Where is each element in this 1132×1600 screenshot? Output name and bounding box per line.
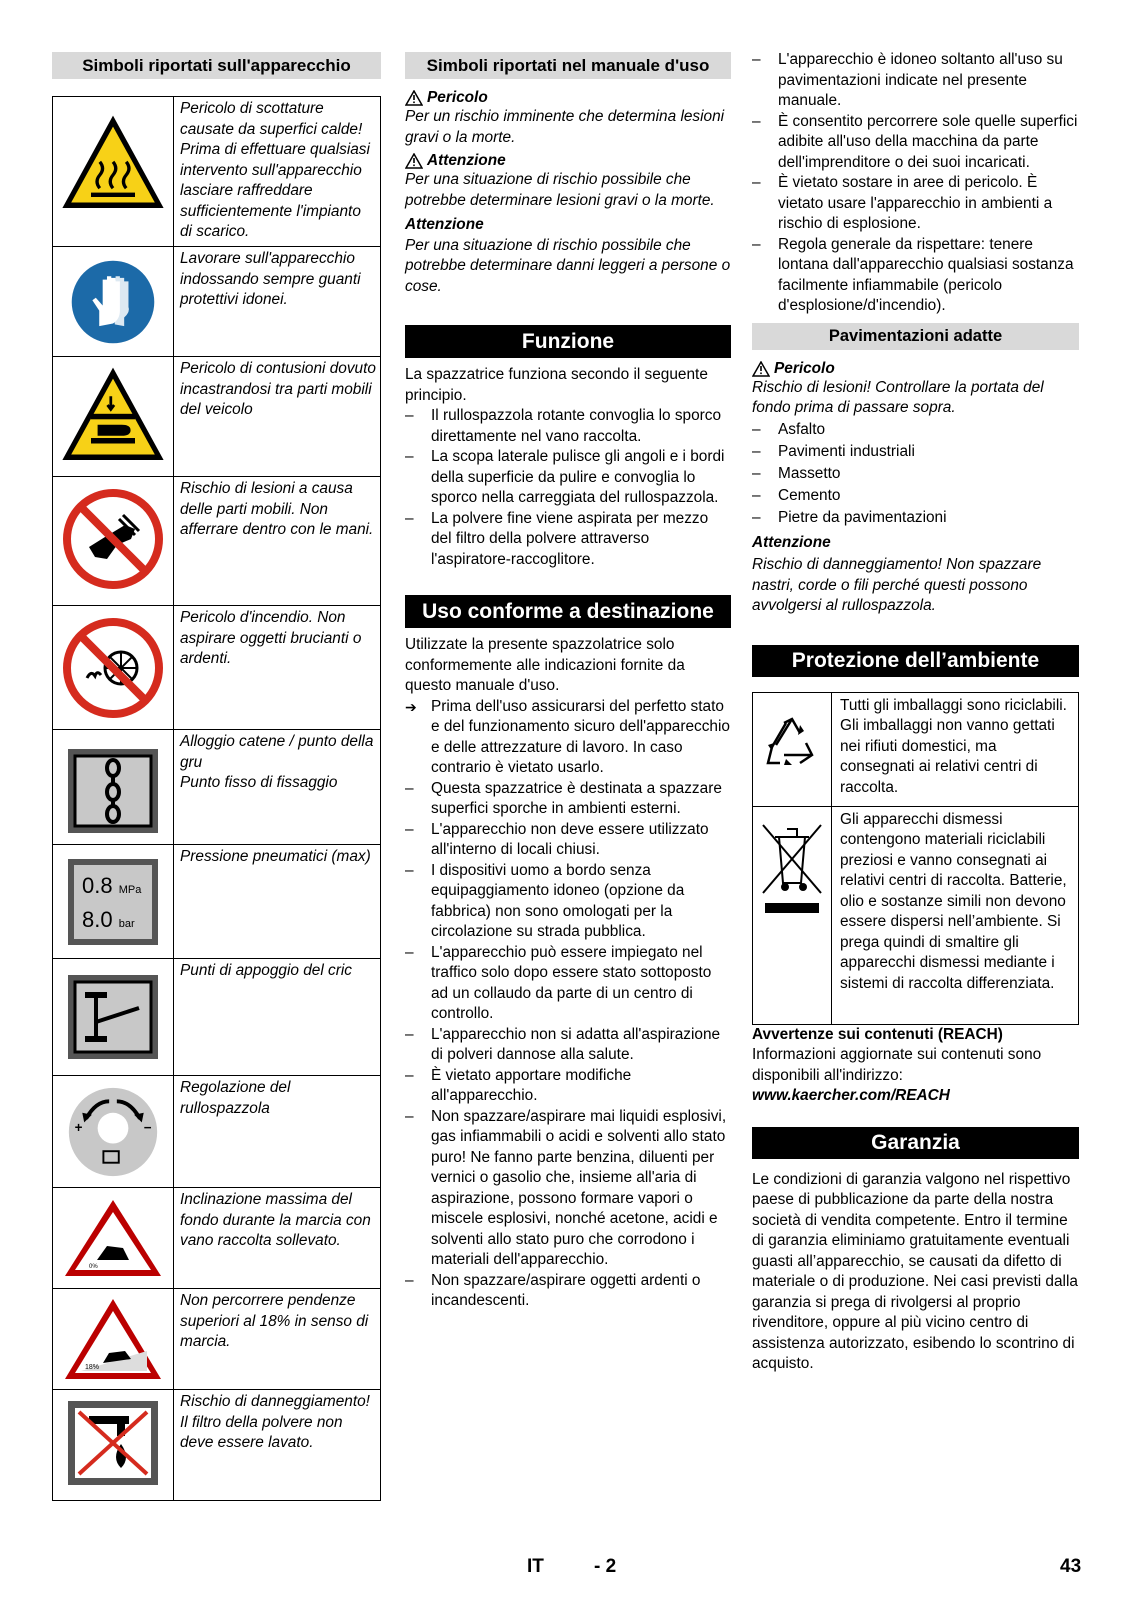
pericolo-label: Pericolo — [427, 89, 488, 106]
warning-triangle-icon — [752, 361, 770, 377]
section-heading-ambiente: Protezione dell’ambiente — [752, 645, 1079, 677]
list-item: ➔ Prima dell'uso assicurarsi del perfetto stato e del funzionamento sicuro dell'apparecchio e delle attrezzature di lavoro. In caso contrario è vietato usarlo. — [405, 697, 731, 779]
pericolo-text: Per un rischio imminente che determina lesioni gravi o la morte. — [405, 108, 725, 146]
symbol-row — [53, 959, 381, 1076]
symbol-row — [53, 477, 381, 606]
symbol-text-2: Il filtro della polvere non deve essere lavato. — [180, 1413, 343, 1451]
symbol-text: Pericolo di contusioni dovuto incastrandosi tra parti mobili del veicolo — [174, 357, 381, 477]
list-item: – L'apparecchio è idoneo soltanto all'uso su pavimentazioni indicate nel presente manuale. — [752, 50, 1079, 112]
symbol-text: Pressione pneumatici (max) — [174, 845, 381, 959]
symbol-row — [53, 1289, 381, 1390]
no-reaching-in-icon — [63, 489, 163, 589]
symbol-row — [53, 1076, 381, 1188]
list-item: – L'apparecchio non si adatta all'aspirazione di polveri dannose alla salute. — [405, 1025, 731, 1066]
svg-text:−: − — [143, 1120, 152, 1135]
list-item: – È vietato sostare in aree di pericolo. È vietato usare l'apparecchio in ambienti a rischio di esplosione. — [752, 173, 1079, 235]
symbol-text: Non percorrere pendenze superiori al 18% in senso di marcia. — [174, 1289, 381, 1390]
list-item: – Non spazzare/aspirare mai liquidi esplosivi, gas infiammabili o acidi e solventi allo stato puro! Ne fanno parte benzina, diluenti per vernici o gasolio che, insieme all'aria di aspirazione, possono formare vapori o miscele esplosivi, nonché acetone, acidi e solventi allo stato puro che corrodono i materiali dell'apparecchio. — [405, 1107, 731, 1271]
environment-row — [753, 692, 1079, 806]
list-item: – La polvere fine viene aspirata per mezzo del filtro della polvere attraverso l'aspiratore-raccoglitore. — [405, 509, 731, 571]
attenzione-label: Attenzione — [427, 152, 506, 169]
list-item: – Il rullospazzola rotante convoglia lo sporco direttamente nel vano raccolta. — [405, 406, 731, 447]
symbol-text: Inclinazione massima del fondo durante la marcia con vano raccolta sollevato. — [174, 1188, 381, 1289]
section-heading-funzione: Funzione — [405, 325, 731, 358]
symbol-row — [53, 845, 381, 959]
symbol-text: Rischio di danneggiamento! — [180, 1393, 370, 1410]
uso-list — [405, 697, 731, 1312]
chain-fixing-point-icon — [67, 748, 159, 834]
list-item: – I dispositivi uomo a bordo senza equipaggiamento idoneo (opzione da fabbrica) non sono omologati per la circolazione su strada pubblica. — [405, 861, 731, 943]
symbol-text: Regolazione del rullospazzola — [174, 1076, 381, 1188]
list-item: – Regola generale da rispettare: tenere lontana dall'apparecchio qualsiasi sostanza facilmente infiammabile (pericolo d'esplosione/d'incendio). — [752, 235, 1079, 317]
symbol-row — [53, 247, 381, 357]
symbol-text: Lavorare sull'apparecchio indossando sempre guanti protettivi idonei. — [174, 247, 381, 357]
hand-crush-warning-icon — [58, 361, 168, 471]
garanzia-text: Le condizioni di garanzia valgono nel rispettivo paese di pubblicazione da parte della nostra società di vendita competente. Entro il termine di garanzia eliminiamo gratuitamente eventuali guasti all’apparecchio, se causati da difetto di materiale o di produzione. Nei casi previsti dalla garanzia si prega di rivolgersi al proprio rivenditore, oppure al più vicino centro di assistenza autorizzato, esibendo lo scontrino di acquisto. — [752, 1170, 1078, 1372]
list-item: – È vietato apportare modifiche all'apparecchio. — [405, 1066, 731, 1107]
slope-badge: 18% — [85, 1364, 100, 1371]
environment-text: Tutti gli imballaggi sono riciclabili. Gli imballaggi non vanno gettati nei rifiuti domestici, ma consegnati ai relativi centri di raccolta. — [832, 692, 1079, 806]
section-heading-pavimentazioni: Pavimentazioni adatte — [752, 323, 1079, 350]
hot-surface-warning-icon — [58, 109, 168, 219]
column-manual-symbols — [405, 52, 731, 1312]
list-item: – La scopa laterale pulisce gli angoli e i bordi della superficie da pulire e convoglia lo sporco nella carreggiata del rullospazzola. — [405, 447, 731, 509]
funzione-list — [405, 406, 731, 570]
pressure-bar-unit: bar — [118, 918, 135, 930]
footer-page-number: 43 — [1060, 1556, 1082, 1577]
list-item: – Cemento — [752, 485, 1079, 507]
symbol-row — [53, 730, 381, 845]
column-symbols-device — [52, 52, 381, 1501]
surfaces-list — [752, 419, 1079, 529]
reach-text: Informazioni aggiornate sui contenuti sono disponibili all'indirizzo: — [752, 1046, 1042, 1084]
symbol-text: Pericolo d'incendio. Non aspirare oggetti brucianti o ardenti. — [174, 606, 381, 730]
symbol-text: Pericolo di scottature causate da superfici calde! Prima di effettuare qualsiasi intervento sull'apparecchio lasciare raffreddare sufficientemente l'impianto di scarico. — [174, 97, 381, 247]
jack-point-icon — [67, 974, 159, 1060]
warning-triangle-icon — [405, 90, 423, 106]
symbol-row — [53, 1188, 381, 1289]
section-heading-uso: Uso conforme a destinazione — [405, 595, 731, 628]
svg-text:+: + — [74, 1120, 83, 1135]
funzione-intro: La spazzatrice funziona secondo il seguente principio. — [405, 366, 708, 404]
list-item: – Questa spazzatrice è destinata a spazzare superfici sporche in ambienti esterni. — [405, 779, 731, 820]
roller-brush-adjust-icon — [65, 1084, 161, 1180]
list-item: – Asfalto — [752, 419, 1079, 441]
list-item: – Non spazzare/aspirare oggetti ardenti o incandescenti. — [405, 1271, 731, 1312]
pav-attenzione-label: Attenzione — [752, 533, 831, 551]
pressure-bar-value: 8.0 — [82, 907, 113, 932]
symbol-text: Rischio di lesioni a causa delle parti mobili. Non afferrare dentro con le mani. — [174, 477, 381, 606]
list-item: – Massetto — [752, 463, 1079, 485]
warning-triangle-icon — [405, 153, 423, 169]
section-heading-device-symbols: Simboli riportati sull'apparecchio — [52, 52, 381, 79]
footer-local-page: - 2 — [594, 1556, 617, 1577]
symbol-row — [53, 606, 381, 730]
section-heading-manual-symbols: Simboli riportati nel manuale d'uso — [405, 52, 731, 79]
pav-pericolo-label: Pericolo — [774, 359, 835, 377]
list-item: – L'apparecchio non deve essere utilizzato all'interno di locali chiusi. — [405, 820, 731, 861]
attenzione-text: Per una situazione di rischio possibile che potrebbe determinare lesioni gravi o la morte. — [405, 171, 715, 209]
uso-intro: Utilizzate la presente spazzolatrice solo conformemente alle indicazioni fornite da questo manuale d'uso. — [405, 636, 685, 694]
list-item: – L'apparecchio può essere impiegato nel traffico solo dopo essere stato sottoposto ad un collaudo da parte di un centro di controllo. — [405, 943, 731, 1025]
max-slope-18-icon — [63, 1297, 163, 1381]
recycle-icon — [762, 713, 822, 773]
crossed-bin-icon — [759, 819, 825, 919]
no-burning-objects-icon — [63, 618, 163, 718]
pressure-mpa-value: 0.8 — [82, 873, 113, 898]
column-right — [752, 50, 1079, 1375]
environment-row — [753, 806, 1079, 1024]
section-heading-garanzia: Garanzia — [752, 1127, 1079, 1159]
device-symbols-table — [52, 96, 381, 1501]
max-slope-raised-hopper-icon — [63, 1198, 163, 1278]
protective-gloves-icon — [70, 259, 156, 345]
usage-rules-list — [752, 50, 1079, 317]
pav-attenzione-text: Rischio di danneggiamento! Non spazzare nastri, corde o fili perché questi possono avvolgersi al rullospazzola. — [752, 556, 1042, 614]
list-item: – Pavimenti industriali — [752, 441, 1079, 463]
list-item: – È consentito percorrere sole quelle superfici adibite all'uso della macchina da parte dell'imprenditore o dei suoi incaricati. — [752, 112, 1079, 174]
environment-table — [752, 692, 1079, 1025]
symbol-row — [53, 97, 381, 247]
symbol-text: Punti di appoggio del cric — [174, 959, 381, 1076]
pressure-mpa-unit: MPa — [118, 884, 142, 896]
symbol-text-2: Punto fisso di fissaggio — [180, 774, 338, 791]
environment-text: Gli apparecchi dismessi contengono materiali riciclabili preziosi e vanno consegnati ai relativi centri di raccolta. Batterie, olio e sostanze simili non devono essere dispersi nell’ambiente. Si prega quindi di smaltire gli apparecchi dismessi mediante i sistemi di raccolta differenziata. — [832, 806, 1079, 1024]
list-item: – Pietre da pavimentazioni — [752, 507, 1079, 529]
pav-pericolo-text: Rischio di lesioni! Controllare la portata del fondo prima di passare sopra. — [752, 378, 1044, 416]
attenzione2-label: Attenzione — [405, 216, 484, 233]
symbol-row — [53, 1390, 381, 1501]
do-not-wash-filter-icon — [67, 1400, 159, 1486]
symbol-text: Alloggio catene / punto della gru — [180, 733, 374, 771]
reach-title: Avvertenze sui contenuti (REACH) — [752, 1025, 1003, 1043]
symbol-row — [53, 357, 381, 477]
footer-language: IT — [527, 1556, 544, 1577]
tyre-pressure-icon — [68, 859, 158, 945]
attenzione2-text: Per una situazione di rischio possibile che potrebbe determinare danni leggeri a persone o cose. — [405, 236, 731, 295]
reach-link[interactable]: www.kaercher.com/REACH — [752, 1087, 950, 1104]
slope-badge: 0% — [89, 1264, 98, 1270]
